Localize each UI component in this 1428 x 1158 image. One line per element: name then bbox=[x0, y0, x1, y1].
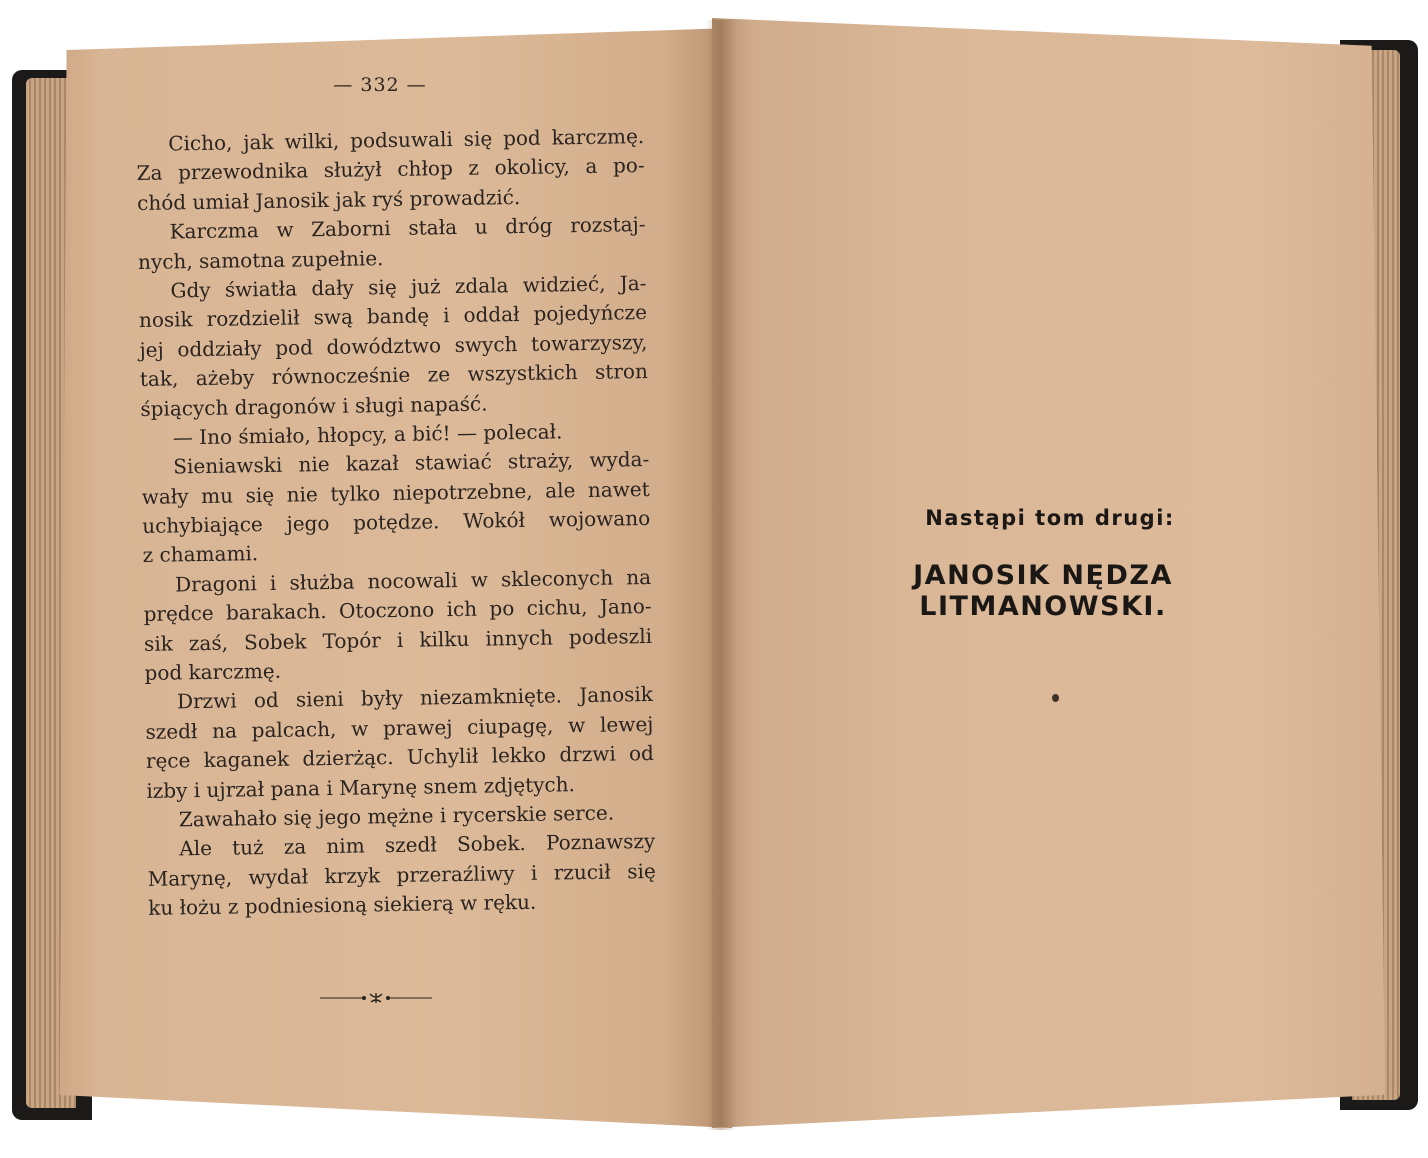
text-line: Gdy światła dały się już zdala widzieć, Ja- bbox=[170, 270, 647, 303]
text-line: Karczma w Zaborni stała u dróg rozstaj- bbox=[169, 212, 646, 244]
text-line: ręce kaganek dzierżąc. Uchylił lekko drzwi od bbox=[145, 741, 655, 774]
text-line: izby i ujrzał pana i Marynę snem zdjętych. bbox=[146, 771, 576, 803]
text-line: ku łożu z podniesioną siekierą w ręku. bbox=[148, 889, 537, 921]
text-line: Ale tuż za nim szedł Sobek. Poznawszy bbox=[179, 829, 656, 861]
text-line: — Ino śmiało, hłopcy, a bić! — polecał. bbox=[172, 419, 563, 450]
text-line: wały mu się nie tylko niepotrzebne, ale nawet bbox=[141, 476, 650, 509]
text-line: Cicho, jak wilki, podsuwali się pod karczmę. bbox=[168, 124, 645, 156]
page-number: — 332 — bbox=[333, 74, 427, 96]
text-line: Marynę, wydał krzyk przeraźliwy i rzucił się bbox=[147, 858, 656, 891]
text-line: chód umiał Janosik jak ryś prowadzić. bbox=[136, 184, 521, 215]
text-line: Drzwi od sieni były niezamknięte. Janosik bbox=[176, 682, 654, 714]
ink-spot bbox=[1052, 694, 1059, 702]
text-line: Zawahało się jego mężne i rycerskie serce. bbox=[178, 800, 615, 832]
text-line: nosik rozdzielił swą bandę i oddał pojedyńcze bbox=[138, 300, 648, 333]
next-volume-title: JANOSIK NĘDZA LITMANOWSKI. bbox=[913, 560, 1173, 622]
text-line: Sieniawski nie kazał stawiać straży, wyda- bbox=[173, 447, 650, 479]
book-gutter bbox=[706, 20, 736, 1130]
text-line: z chamami. bbox=[142, 541, 259, 568]
next-volume-announcement: Nastąpi tom drugi: bbox=[925, 506, 1175, 530]
text-line: Dragoni i służba nocowali w skleconych na bbox=[174, 564, 652, 597]
text-line: jej oddziały pod dowództwo swych towarzyszy, bbox=[139, 329, 648, 362]
text-line: prędce barakach. Otoczono ich po cichu, Jano- bbox=[143, 594, 652, 627]
body-text bbox=[136, 122, 656, 923]
ornament-divider-icon bbox=[320, 990, 432, 1006]
text-line: Za przewodnika służył chłop z okolicy, a po- bbox=[136, 153, 645, 186]
text-line: tak, ażeby równocześnie ze wszystkich stron bbox=[139, 359, 649, 392]
text-line: pod karczmę. bbox=[144, 658, 282, 685]
text-line: sik zaś, Sobek Topór i kilku innych podeszli bbox=[143, 623, 653, 656]
text-line: nych, samotna zupełnie. bbox=[137, 245, 384, 274]
text-line: szedł na palcach, w prawej ciupagę, w lewej bbox=[145, 711, 654, 744]
text-line: śpiących dragonów i sługi napaść. bbox=[140, 391, 488, 421]
text-line: uchybiające jego potędze. Wokół wojowano bbox=[142, 506, 651, 539]
